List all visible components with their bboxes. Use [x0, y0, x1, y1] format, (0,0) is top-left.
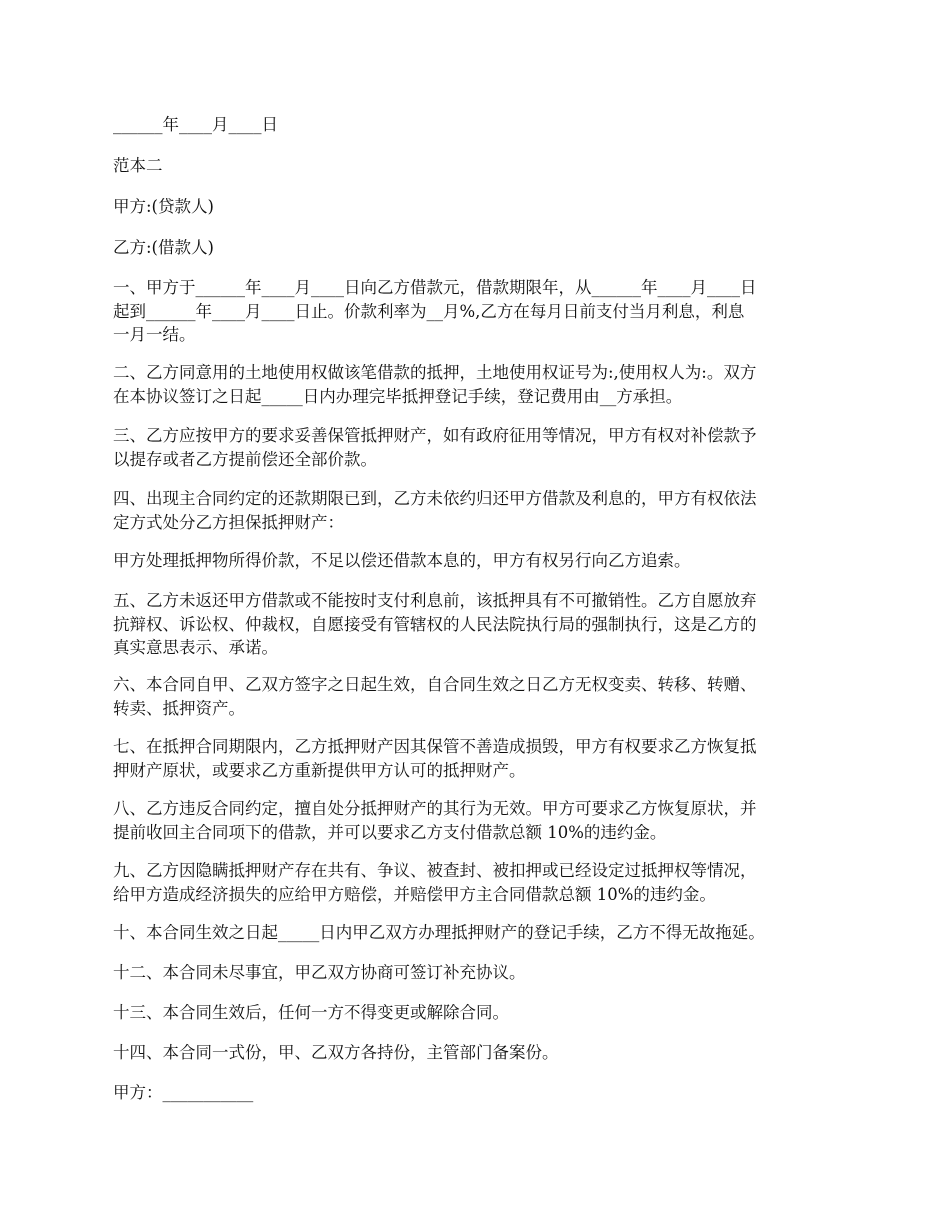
clause-1-line: 起到______年____月____日止。价款利率为__月%,乙方在每月日前支付当月利息，利息	[113, 301, 745, 321]
clause-4	[113, 487, 838, 534]
clause-6	[113, 673, 838, 720]
clause-9-line: 给甲方造成经济损失的应给甲方赔偿，并赔偿甲方主合同借款总额 10%的违约金。	[113, 884, 716, 904]
party-b-text: 乙方:(借款人)	[113, 238, 214, 257]
date-line-text: ______年____月____日	[113, 115, 278, 134]
clause-8	[113, 797, 838, 844]
clause-8-line: 八、乙方违反合同约定，擅自处分抵押财产的其行为无效。甲方可要求乙方恢复原状，并	[113, 799, 757, 818]
party-b-line	[113, 236, 838, 260]
clause-3-line: 以提存或者乙方提前偿还全部价款。	[113, 449, 377, 469]
party-a-line	[113, 195, 838, 219]
clause-8-line: 提前收回主合同项下的借款，并可以要求乙方支付借款总额 10%的违约金。	[113, 822, 667, 842]
clause-2-line: 二、乙方同意用的土地使用权做该笔借款的抵押，土地使用权证号为:,使用权人为:。双方	[113, 363, 757, 382]
clause-4-line: 四、出现主合同约定的还款期限已到，乙方未依约归还甲方借款及利息的，甲方有权依法	[113, 489, 757, 508]
clause-14-text: 十四、本合同一式份，甲、乙双方各持份，主管部门备案份。	[113, 1043, 559, 1062]
clause-10-text: 十、本合同生效之日起_____日内甲乙双方办理抵押财产的登记手续，乙方不得无故拖延。	[113, 923, 765, 942]
party-a-text: 甲方:(贷款人)	[113, 197, 214, 216]
clause-13	[113, 1001, 838, 1025]
date-line	[113, 113, 838, 137]
clause-9	[113, 859, 838, 906]
signature-party-a-text: 甲方：___________	[113, 1083, 254, 1102]
clause-5	[113, 589, 838, 660]
clause-1	[113, 276, 838, 347]
signature-party-a	[113, 1081, 838, 1105]
clause-6-line: 六、本合同自甲、乙双方签字之日起生效，自合同生效之日乙方无权变卖、转移、转赠、	[113, 675, 757, 694]
clause-12	[113, 961, 838, 985]
clause-12-text: 十二、本合同未尽事宜，甲乙双方协商可签订补充协议。	[113, 963, 526, 982]
clause-7-line: 七、在抵押合同期限内，乙方抵押财产因其保管不善造成损毁，甲方有权要求乙方恢复抵	[113, 737, 757, 756]
clause-10	[113, 921, 838, 945]
template-label-text: 范本二	[113, 156, 163, 175]
clause-4-note	[113, 549, 838, 573]
clause-2-line: 在本协议签订之日起_____日内办理完毕抵押登记手续，登记费用由__方承担。	[113, 386, 683, 406]
clause-6-line: 转卖、抵押资产。	[113, 698, 245, 718]
clause-5-line: 抗辩权、诉讼权、仲裁权，自愿接受有管辖权的人民法院执行局的强制执行，这是乙方的	[113, 614, 757, 634]
clause-3-line: 三、乙方应按甲方的要求妥善保管抵押财产，如有政府征用等情况，甲方有权对补偿款予	[113, 426, 757, 445]
clause-2	[113, 361, 838, 408]
clause-5-line: 五、乙方未返还甲方借款或不能按时支付利息前，该抵押具有不可撤销性。乙方自愿放弃	[113, 591, 757, 610]
clause-9-line: 九、乙方因隐瞒抵押财产存在共有、争议、被查封、被扣押或已经设定过抵押权等情况，	[113, 861, 757, 880]
clause-1-line: 一、甲方于______年____月____日向乙方借款元，借款期限年，从______年____月____日	[113, 278, 757, 297]
clause-4-line: 定方式处分乙方担保抵押财产：	[113, 512, 344, 532]
clause-1-line: 一月一结。	[113, 325, 196, 344]
clause-7-line: 押财产原状，或要求乙方重新提供甲方认可的抵押财产。	[113, 760, 526, 780]
clause-7	[113, 735, 838, 782]
clause-3	[113, 424, 838, 471]
clause-5-line: 真实意思表示、承诺。	[113, 638, 278, 657]
clause-14	[113, 1041, 838, 1065]
clause-4-note-text: 甲方处理抵押物所得价款，不足以偿还借款本息的，甲方有权另行向乙方追索。	[113, 551, 691, 570]
clause-13-text: 十三、本合同生效后，任何一方不得变更或解除合同。	[113, 1003, 509, 1022]
template-label	[113, 154, 838, 178]
